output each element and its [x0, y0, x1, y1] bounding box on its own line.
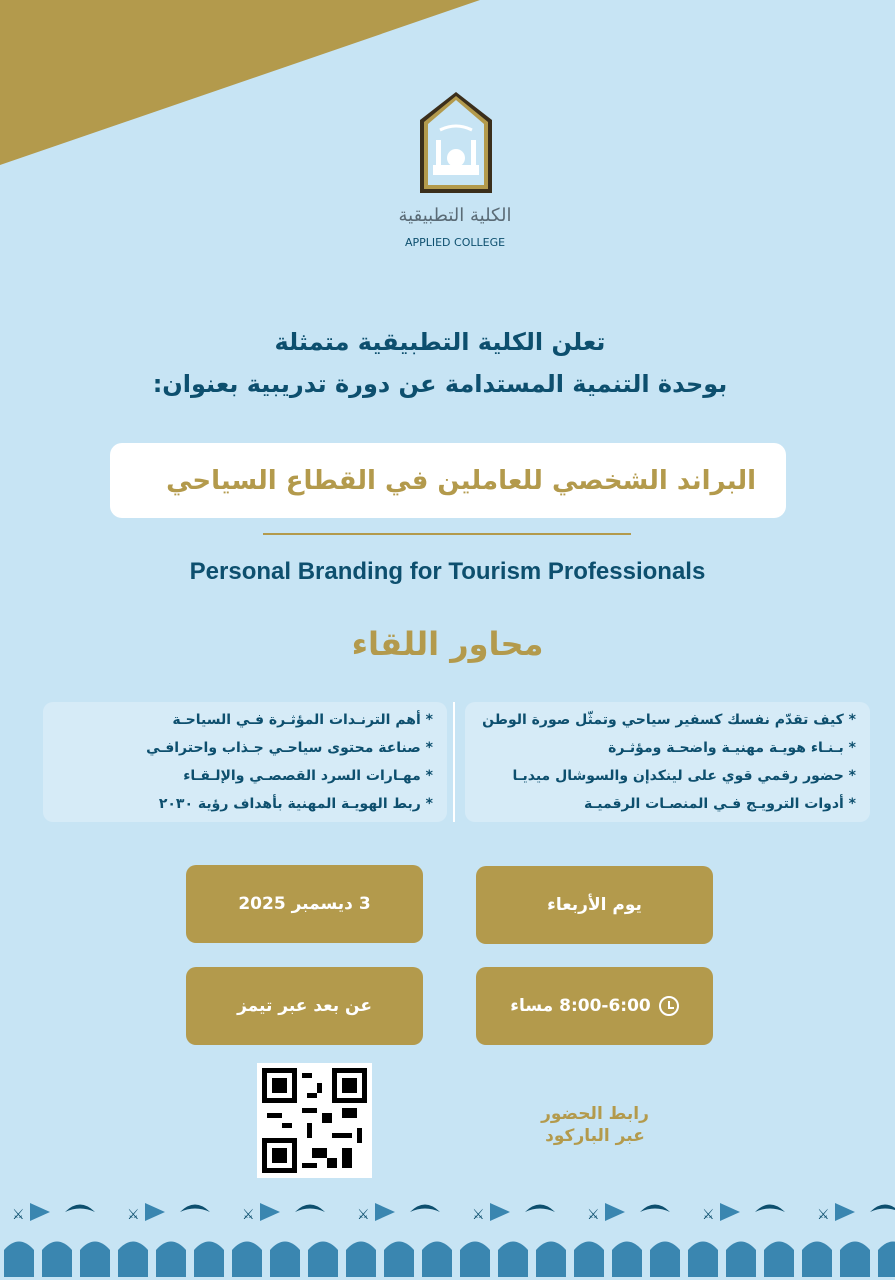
- svg-text:⚔: ⚔: [357, 1207, 370, 1223]
- attendance-line-2: عبر الباركود: [545, 1126, 645, 1146]
- pattern-dome: [194, 1242, 224, 1278]
- qr-code[interactable]: [257, 1063, 372, 1178]
- axis-item: * حضور رقمي قوي على لينكدإن والسوشال ميديـا: [512, 768, 856, 784]
- svg-text:⚔: ⚔: [242, 1207, 255, 1223]
- axis-item: * كيف تقدّم نفسك كسفير سياحي وتمثّل صورة الوطن: [482, 712, 856, 728]
- pattern-dome: [4, 1242, 34, 1278]
- pattern-dome: [802, 1242, 832, 1278]
- attendance-label: [540, 1103, 650, 1147]
- svg-text:⚔: ⚔: [12, 1207, 25, 1223]
- attendance-line-1: رابط الحضور: [541, 1104, 649, 1124]
- pattern-dome: [650, 1242, 680, 1278]
- date-text: 3 ديسمبر 2025: [238, 894, 371, 914]
- mode-box: [186, 967, 423, 1045]
- day-box: [476, 866, 713, 944]
- svg-text:⚔: ⚔: [127, 1207, 140, 1223]
- qr-code-icon: [262, 1068, 367, 1173]
- day-text: يوم الأربعاء: [547, 895, 642, 915]
- axis-item: * ربط الهويـة المهنية بأهداف رؤية ٢٠٣٠: [158, 796, 433, 812]
- pattern-dome: [270, 1242, 300, 1278]
- date-box: [186, 865, 423, 943]
- svg-text:⚔: ⚔: [472, 1207, 485, 1223]
- pattern-dome: [460, 1242, 490, 1278]
- pattern-dome: [42, 1242, 72, 1278]
- pattern-dome: [840, 1242, 870, 1278]
- pattern-dome: [764, 1242, 794, 1278]
- mode-text: عن بعد عبر تيمز: [237, 996, 372, 1016]
- time-text: 8:00-6:00 مساء: [510, 996, 651, 1016]
- logo-english-text: APPLIED COLLEGE: [404, 236, 506, 249]
- gold-corner-decoration: [0, 0, 480, 165]
- divider-line: [263, 533, 631, 535]
- svg-text:⚔: ⚔: [587, 1207, 600, 1223]
- intro-line-2: بوحدة التنمية المستدامة عن دورة تدريبية بعنوان:: [152, 370, 728, 398]
- axis-item: * أهم الترنـدات المؤثـرة فـي السياحـة: [172, 712, 433, 728]
- axis-item: * مهـارات السرد القصصـي والإلـقـاء: [183, 768, 433, 784]
- pattern-dome: [536, 1242, 566, 1278]
- time-box: [476, 967, 713, 1045]
- logo-arabic-text: الكلية التطبيقية: [398, 205, 512, 226]
- clock-icon: [659, 996, 679, 1016]
- university-logo-icon: [418, 90, 494, 195]
- axes-panel-left: [43, 702, 447, 822]
- axis-item: * بـنـاء هويـة مهنيـة واضحـة ومؤثـرة: [608, 740, 856, 756]
- panel-divider: [453, 702, 455, 822]
- svg-text:⚔: ⚔: [702, 1207, 715, 1223]
- pattern-dome: [574, 1242, 604, 1278]
- pattern-dome: [232, 1242, 262, 1278]
- pattern-dome: [878, 1242, 895, 1278]
- pattern-dome: [156, 1242, 186, 1278]
- pattern-dome: [346, 1242, 376, 1278]
- intro-line-1: تعلن الكلية التطبيقية متمثلة: [274, 328, 606, 356]
- axis-item: * أدوات الترويـج فـي المنصـات الرقميـة: [583, 796, 856, 812]
- pattern-dome: [498, 1242, 528, 1278]
- svg-text:⚔: ⚔: [817, 1207, 830, 1223]
- pattern-dome: [612, 1242, 642, 1278]
- course-title-arabic: البراند الشخصي للعاملين في القطاع السياحي: [110, 443, 786, 518]
- pattern-dome: [422, 1242, 452, 1278]
- pattern-dome: [308, 1242, 338, 1278]
- pattern-dome: [80, 1242, 110, 1278]
- pattern-dome: [726, 1242, 756, 1278]
- decorative-pattern-border: [0, 1195, 895, 1280]
- pattern-dome: [688, 1242, 718, 1278]
- axis-item: * صناعة محتوى سياحـي جـذاب واحترافـي: [146, 740, 433, 756]
- pattern-dome: [118, 1242, 148, 1278]
- course-title-english: Personal Branding for Tourism Professionals: [189, 558, 706, 585]
- axes-heading: محاور اللقاء: [351, 625, 544, 663]
- axes-panel-right: [465, 702, 870, 822]
- pattern-dome: [384, 1242, 414, 1278]
